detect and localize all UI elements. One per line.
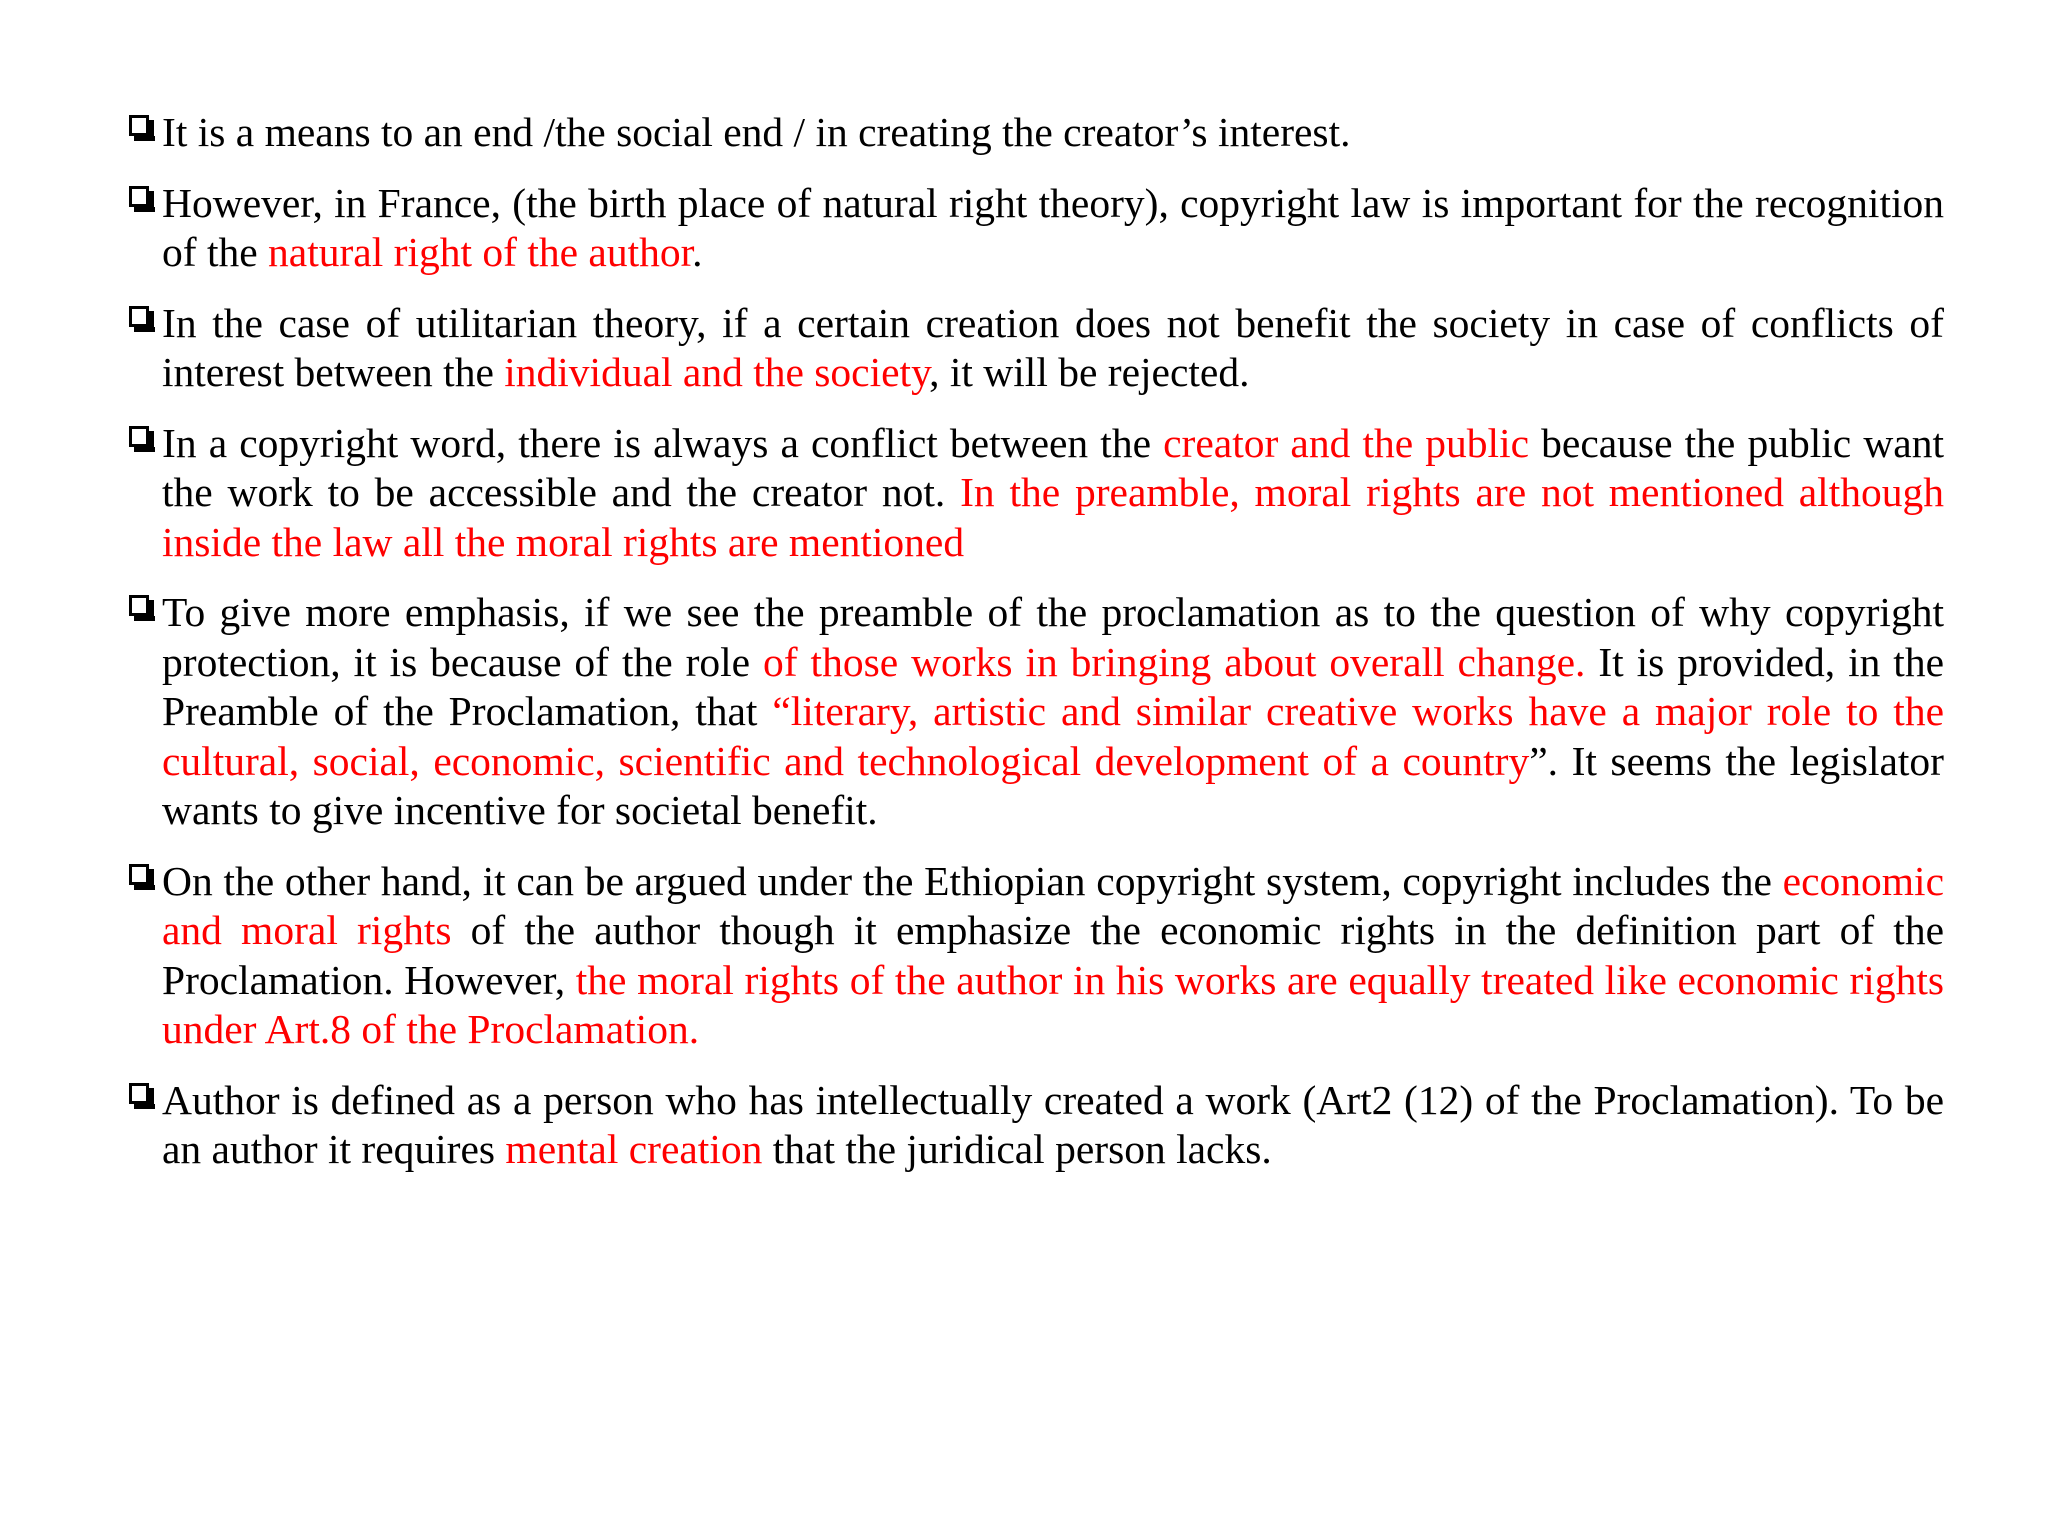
body-text: Author is defined as a person who has intellectually created a work (Art2 (12) of the Proclamation). To be an author it requires — [162, 1076, 1944, 1172]
highlighted-text: economic and moral rights — [162, 857, 1944, 953]
highlighted-text: the moral rights of the author in his works are equally treated like economic rights under Art.8 of the Proclamation. — [162, 956, 1945, 1052]
checkbox-bullet-icon — [128, 594, 160, 628]
body-text: In a copyright word, there is always a conflict between the — [162, 419, 1164, 466]
highlighted-text: mental creation — [505, 1126, 763, 1172]
body-text: ”. It seems the legislator wants to give incentive for societal benefit. — [162, 737, 1944, 833]
bullet-item — [128, 419, 1944, 568]
checkbox-bullet-icon — [128, 185, 160, 219]
highlighted-text: natural right of the author — [268, 229, 693, 275]
highlighted-text: individual and the society — [504, 349, 930, 395]
bullet-item — [128, 108, 1944, 158]
body-text: However, in France, (the birth place of natural right theory), copyright law is important for the recognition of the — [162, 179, 1944, 275]
bullet-item — [128, 588, 1944, 836]
body-text: On the other hand, it can be argued under the Ethiopian copyright system, copyright includes the — [162, 857, 1783, 904]
body-text: It is a means to an end /the social end / in creating the creator’s interest. — [162, 109, 1351, 155]
body-text: , it will be rejected. — [929, 349, 1250, 395]
checkbox-bullet-icon — [128, 425, 160, 459]
body-text: of the author though it emphasize the economic rights in the definition part of the Proclamation. However, — [162, 907, 1945, 1003]
highlighted-text: In the preamble, moral rights are not mentioned although inside the law all the moral rights are mentioned — [162, 469, 1944, 565]
checkbox-bullet-icon — [128, 863, 160, 897]
highlighted-text: “literary, artistic and similar creative works have a major role to the cultural, social, economic, scientific and technological development of a country — [162, 688, 1944, 784]
bullet-item — [128, 1076, 1944, 1175]
body-text: that the juridical person lacks. — [762, 1126, 1272, 1172]
bullet-list — [128, 108, 1944, 1196]
body-text: It is provided, in the Preamble of the Proclamation, that — [162, 638, 1945, 734]
body-text: . — [692, 229, 703, 275]
highlighted-text: of those works in bringing about overall change. — [763, 638, 1586, 685]
body-text: because the public want the work to be accessible and the creator not. — [162, 419, 1944, 515]
bullet-item — [128, 179, 1944, 278]
highlighted-text: creator and the public — [1163, 419, 1530, 466]
body-text: To give more emphasis, if we see the preamble of the proclamation as to the question of why copyright protection, it is because of the role — [162, 589, 1944, 685]
body-text: In the case of utilitarian theory, if a certain creation does not benefit the society in case of conflicts of interest between the — [162, 299, 1944, 395]
checkbox-bullet-icon — [128, 114, 160, 148]
checkbox-bullet-icon — [128, 1082, 160, 1116]
bullet-item — [128, 857, 1944, 1055]
checkbox-bullet-icon — [128, 305, 160, 339]
bullet-item — [128, 299, 1944, 398]
